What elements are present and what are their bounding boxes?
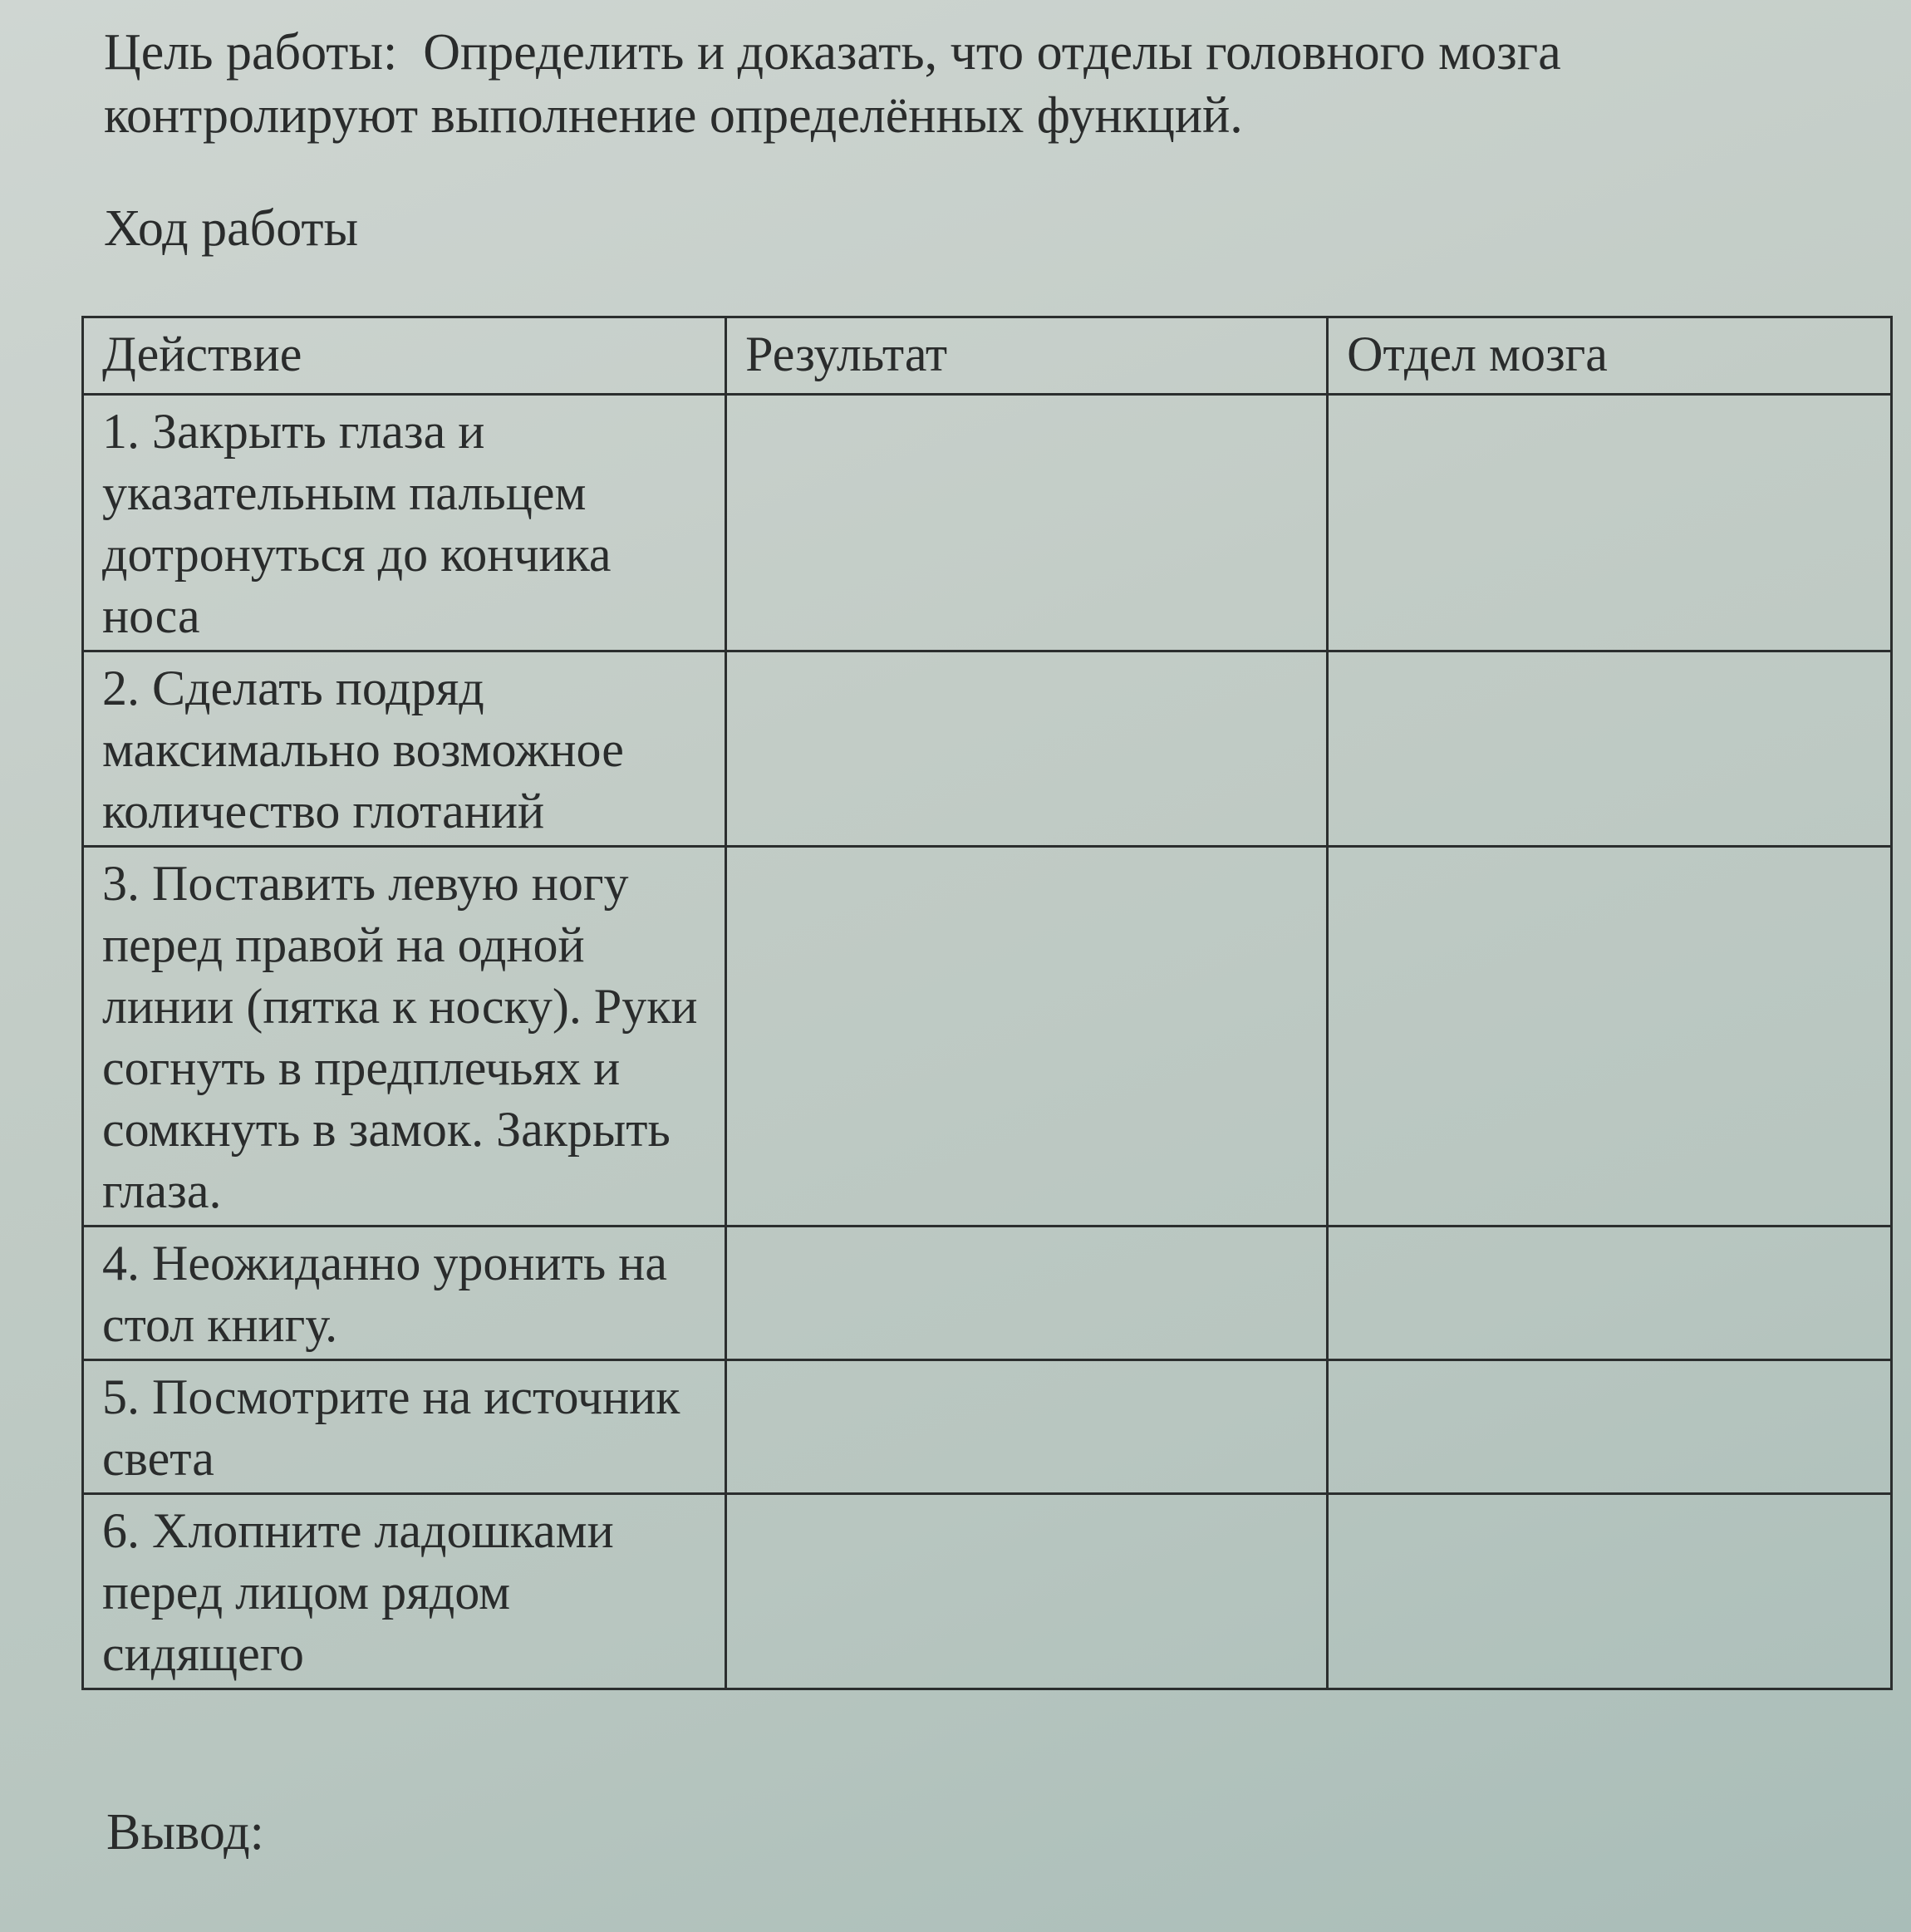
department-cell[interactable] (1328, 395, 1892, 651)
action-cell: 6. Хлопните ладошками перед лицом рядом сидящего (83, 1494, 726, 1689)
action-cell: 1. Закрыть глаза и указательным пальцем дотронуться до кончика носа (83, 395, 726, 651)
department-cell[interactable] (1328, 1360, 1892, 1494)
experiment-table (81, 316, 1893, 1690)
table-row (83, 395, 1892, 651)
table-row (83, 847, 1892, 1227)
header-action: Действие (83, 317, 726, 395)
result-cell[interactable] (726, 1360, 1328, 1494)
conclusion-label: Вывод: (106, 1804, 264, 1861)
result-cell[interactable] (726, 847, 1328, 1227)
result-cell[interactable] (726, 1494, 1328, 1689)
table-row (83, 1360, 1892, 1494)
table-row (83, 1494, 1892, 1689)
action-cell: 4. Неожиданно уронить на стол книгу. (83, 1227, 726, 1360)
header-brain-department: Отдел мозга (1328, 317, 1892, 395)
goal-label: Цель работы: (104, 24, 398, 81)
action-cell: 3. Поставить левую ногу перед правой на одной линии (пятка к носку). Руки согнуть в предплечьях и сомкнуть в замок. Закрыть глаза. (83, 847, 726, 1227)
department-cell[interactable] (1328, 1227, 1892, 1360)
progress-heading: Ход работы (104, 200, 359, 257)
department-cell[interactable] (1328, 847, 1892, 1227)
result-cell[interactable] (726, 395, 1328, 651)
action-cell: 2. Сделать подряд максимально возможное количество глотаний (83, 651, 726, 847)
table-row (83, 1227, 1892, 1360)
table-row (83, 651, 1892, 847)
department-cell[interactable] (1328, 651, 1892, 847)
goal-text: Определить и доказать, что отделы головного мозга контролируют выполнение определённых функций. (104, 24, 1561, 144)
department-cell[interactable] (1328, 1494, 1892, 1689)
goal-paragraph (104, 21, 1683, 147)
result-cell[interactable] (726, 1227, 1328, 1360)
table-header-row (83, 317, 1892, 395)
header-result: Результат (726, 317, 1328, 395)
action-cell: 5. Посмотрите на источник света (83, 1360, 726, 1494)
result-cell[interactable] (726, 651, 1328, 847)
